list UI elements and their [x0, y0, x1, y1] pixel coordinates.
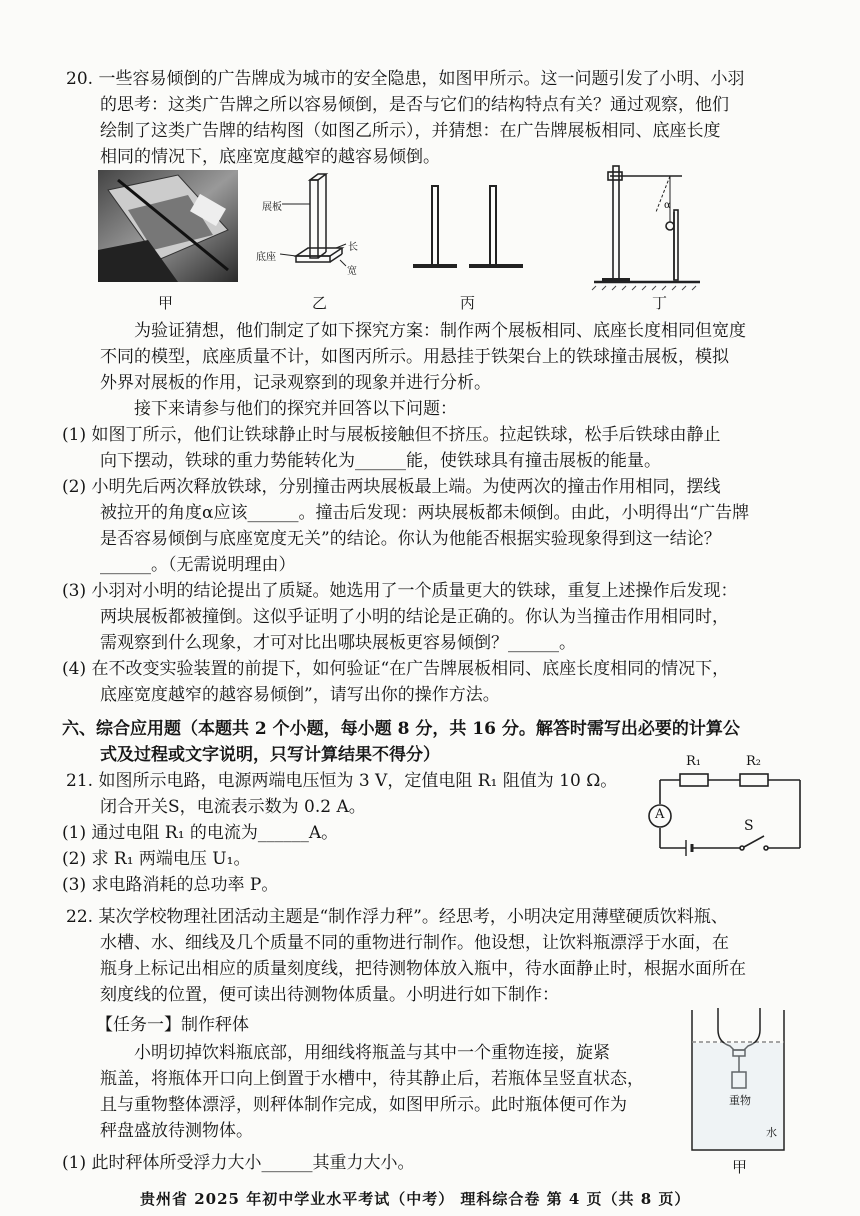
fig-ding-stand	[590, 162, 710, 292]
q21-line-2: 闭合开关S，电流表示数为 0.2 A。	[100, 797, 366, 817]
q22-task-title: 【任务一】制作秤体	[96, 1015, 249, 1035]
q21-sub2: (2) 求 R₁ 两端电压 U₁。	[62, 849, 251, 869]
q22-task-line-4: 秤盘盛放待测物体。	[100, 1121, 253, 1141]
q20-para-3: 外界对展板的作用，记录观察到的现象并进行分析。	[100, 373, 491, 393]
q20-sub2-line4: ______。（无需说明理由）	[100, 555, 296, 575]
q20-sub2-line2: 被拉开的角度α应该______。撞击后发现：两块展板都未倾倒。由此，小明得出“广告牌	[100, 503, 750, 523]
q20-sub3-line2: 两块展板都被撞倒。这似乎证明了小明的结论是正确的。你认为当撞击作用相同时，	[100, 607, 729, 627]
q21-sub1: (1) 通过电阻 R₁ 的电流为______A。	[62, 823, 339, 843]
q22-task-line-1: 小明切掉饮料瓶底部，用细线将瓶盖与其中一个重物连接，旋紧	[134, 1043, 610, 1063]
fig-yi-label-panel: 展板	[262, 202, 282, 213]
page-footer: 贵州省 2025 年初中学业水平考试（中考） 理科综合卷 第 4 页（共 8 页）	[140, 1190, 691, 1208]
fig-yi-caption: 乙	[312, 294, 328, 312]
fig-float-caption: 甲	[732, 1158, 748, 1176]
q22-line-3: 瓶身上标记出相应的质量刻度线，把待测物体放入瓶中，待水面静止时，根据水面所在	[100, 959, 746, 979]
fig-jia-photo	[98, 170, 238, 282]
circuit-label-ammeter: A	[655, 807, 665, 822]
q20-sub2-line3: 是否容易倾倒与底座宽度无关”的结论。你认为他能否根据实验现象得到这一结论？	[100, 529, 721, 549]
q20-line-2: 的思考：这类广告牌之所以容易倾倒，是否与它们的结构特点有关？通过观察，他们	[100, 95, 729, 115]
q21-sub3: (3) 求电路消耗的总功率 P。	[62, 875, 279, 895]
fig-weight-label: 重物	[729, 1094, 751, 1107]
fig-ding-caption: 丁	[652, 294, 668, 312]
switch-symbol	[744, 836, 764, 847]
fig-jia-caption: 甲	[158, 294, 174, 312]
q20-line-1: 20. 一些容易倾倒的广告牌成为城市的安全隐患，如图甲所示。这一问题引发了小明、小羽	[66, 69, 745, 89]
q22-line-4: 刻度线的位置，便可读出待测物体质量。小明进行如下制作：	[100, 985, 559, 1005]
q22-line-1: 22. 某次学校物理社团活动主题是“制作浮力秤”。经思考，小明决定用薄壁硬质饮料瓶、	[66, 907, 728, 927]
q20-sub1-line1: (1) 如图丁所示，他们让铁球静止时与展板接触但不挤压。拉起铁球，松手后铁球由静止	[62, 425, 721, 445]
fig-bing-models	[405, 180, 530, 280]
q22-task-line-3: 且与重物整体漂浮，则秤体制作完成，如图甲所示。此时瓶体便可作为	[100, 1095, 627, 1115]
q20-para-2: 不同的模型，底座质量不计，如图丙所示。用悬挂于铁架台上的铁球撞击展板，模拟	[100, 347, 729, 367]
fig-yi-label-base: 底座	[256, 252, 276, 263]
circuit-label-switch: S	[744, 818, 754, 834]
fig-water-label: 水	[766, 1126, 777, 1139]
q20-line-3: 绘制了这类广告牌的结构图（如图乙所示），并猜想：在广告牌展板相同、底座长度	[100, 121, 721, 141]
circuit-diagram	[640, 756, 820, 868]
q21-line-1: 21. 如图所示电路，电源两端电压恒为 3 V，定值电阻 R₁ 阻值为 10 Ω。	[66, 771, 618, 791]
resistor-r2	[740, 774, 768, 786]
q22-sub1: (1) 此时秤体所受浮力大小______其重力大小。	[62, 1153, 415, 1173]
circuit-label-r1: R₁	[686, 754, 701, 769]
q20-para-1: 为验证猜想，他们制定了如下探究方案：制作两个展板相同、底座长度相同但宽度	[134, 321, 746, 341]
q20-sub4-line1: (4) 在不改变实验装置的前提下，如何验证“在广告牌展板相同、底座长度相同的情况下，	[62, 659, 730, 679]
q20-sub3-line3: 需观察到什么现象，才可对比出哪块展板更容易倾倒？______。	[100, 633, 576, 653]
fig-yi-label-width: 宽	[347, 266, 357, 277]
q22-line-2: 水槽、水、细线及几个质量不同的重物进行制作。他设想，让饮料瓶漂浮于水面，在	[100, 933, 729, 953]
q20-sub2-line1: (2) 小明先后两次释放铁球，分别撞击两块展板最上端。为使两次的撞击作用相同，摆线	[62, 477, 721, 497]
resistor-r1	[680, 774, 708, 786]
section6-title-line1: 六、综合应用题（本题共 2 个小题，每小题 8 分，共 16 分。解答时需写出必要的计算公	[62, 719, 740, 739]
fig-ding-alpha: α	[664, 200, 671, 211]
circuit-label-r2: R₂	[746, 754, 761, 769]
fig-bing-caption: 丙	[460, 294, 476, 312]
section6-title-line2: 式及过程或文字说明，只写计算结果不得分）	[100, 745, 440, 765]
q20-sub3-line1: (3) 小羽对小明的结论提出了质疑。她选用了一个质量更大的铁球，重复上述操作后发现：	[62, 581, 738, 601]
fig-yi-label-length: 长	[348, 242, 358, 253]
q20-para-4: 接下来请参与他们的探究并回答以下问题：	[134, 399, 457, 419]
q20-sub1-line2: 向下摆动，铁球的重力势能转化为______能，使铁球具有撞击展板的能量。	[100, 451, 661, 471]
q20-line-4: 相同的情况下，底座宽度越窄的越容易倾倒。	[100, 147, 440, 167]
q20-sub4-line2: 底座宽度越窄的越容易倾倒”，请写出你的操作方法。	[100, 685, 500, 705]
q22-task-line-2: 瓶盖，将瓶体开口向上倒置于水槽中，待其静止后，若瓶体呈竖直状态，	[100, 1069, 644, 1089]
fig-yi-structure	[250, 170, 360, 280]
